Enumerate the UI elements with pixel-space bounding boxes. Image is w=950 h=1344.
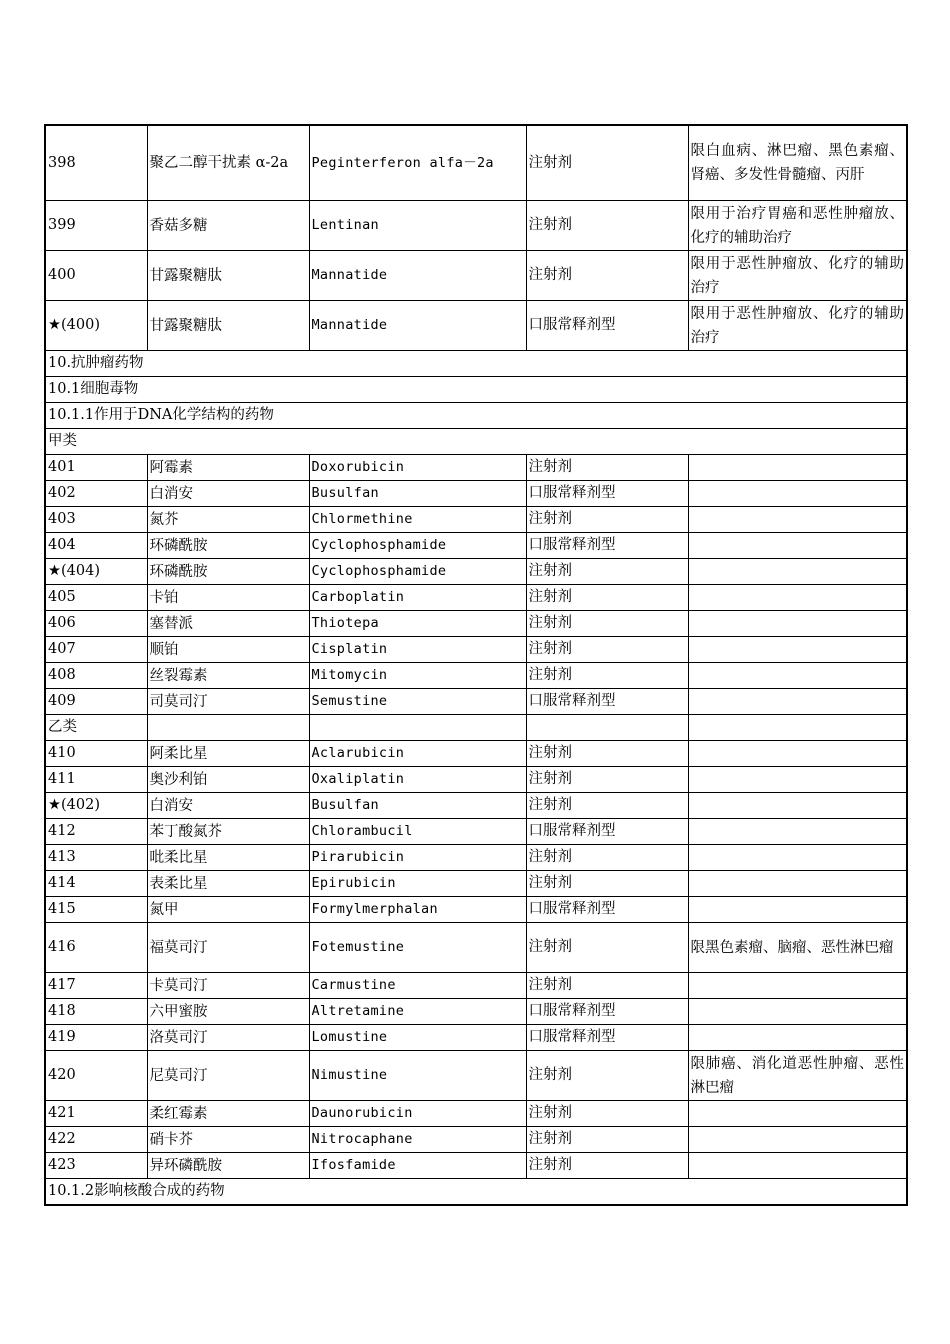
dosage-form-cell: 注射剂 <box>526 201 688 251</box>
chinese-name-cell <box>147 715 309 741</box>
table-row <box>45 689 907 715</box>
row-number-cell: 403 <box>45 507 147 533</box>
chinese-name-cell: 阿霉素 <box>147 455 309 481</box>
english-name-cell: Epirubicin <box>309 871 526 897</box>
english-name-cell: Mannatide <box>309 301 526 351</box>
table-row <box>45 741 907 767</box>
chinese-name-cell: 吡柔比星 <box>147 845 309 871</box>
row-number-cell: 417 <box>45 973 147 999</box>
row-number-cell: 407 <box>45 637 147 663</box>
section-header-row <box>45 351 907 377</box>
dosage-form-cell: 注射剂 <box>526 1127 688 1153</box>
dosage-form-cell: 注射剂 <box>526 1051 688 1101</box>
row-number-cell: 409 <box>45 689 147 715</box>
english-name-cell: Daunorubicin <box>309 1101 526 1127</box>
remark-cell: 限肺癌、消化道恶性肿瘤、恶性淋巴瘤 <box>688 1051 907 1101</box>
row-number-cell: ★(404) <box>45 559 147 585</box>
english-name-cell: Lentinan <box>309 201 526 251</box>
table-row <box>45 897 907 923</box>
table-row <box>45 819 907 845</box>
row-number-cell: 411 <box>45 767 147 793</box>
row-number-cell: 406 <box>45 611 147 637</box>
section-title: 10.1.2影响核酸合成的药物 <box>45 1179 907 1206</box>
remark-cell <box>688 819 907 845</box>
row-number-cell: 413 <box>45 845 147 871</box>
dosage-form-cell: 注射剂 <box>526 455 688 481</box>
chinese-name-cell: 司莫司汀 <box>147 689 309 715</box>
table-row <box>45 507 907 533</box>
chinese-name-cell: 奥沙利铂 <box>147 767 309 793</box>
remark-cell <box>688 533 907 559</box>
row-number-cell: 398 <box>45 125 147 201</box>
english-name-cell: Peginterferon alfa－2a <box>309 125 526 201</box>
english-name-cell: Chlormethine <box>309 507 526 533</box>
english-name-cell: Mitomycin <box>309 663 526 689</box>
row-number-cell: ★(400) <box>45 301 147 351</box>
chinese-name-cell: 福莫司汀 <box>147 923 309 973</box>
chinese-name-cell: 尼莫司汀 <box>147 1051 309 1101</box>
row-number-cell: 418 <box>45 999 147 1025</box>
dosage-form-cell: 口服常释剂型 <box>526 481 688 507</box>
remark-cell <box>688 973 907 999</box>
dosage-form-cell: 口服常释剂型 <box>526 819 688 845</box>
remark-cell: 限黑色素瘤、脑瘤、恶性淋巴瘤 <box>688 923 907 973</box>
table-row <box>45 533 907 559</box>
dosage-form-cell: 注射剂 <box>526 251 688 301</box>
remark-cell <box>688 507 907 533</box>
row-number-cell: 399 <box>45 201 147 251</box>
chinese-name-cell: 柔红霉素 <box>147 1101 309 1127</box>
drug-catalog-table <box>44 124 908 1206</box>
table-row <box>45 125 907 201</box>
row-number-cell: 420 <box>45 1051 147 1101</box>
table-row <box>45 923 907 973</box>
table-row <box>45 455 907 481</box>
table-row <box>45 611 907 637</box>
table-row <box>45 585 907 611</box>
remark-cell <box>688 1025 907 1051</box>
row-number-cell: 419 <box>45 1025 147 1051</box>
chinese-name-cell: 卡铂 <box>147 585 309 611</box>
dosage-form-cell: 注射剂 <box>526 585 688 611</box>
english-name-cell: Pirarubicin <box>309 845 526 871</box>
remark-cell <box>688 871 907 897</box>
chinese-name-cell: 异环磷酰胺 <box>147 1153 309 1179</box>
remark-cell <box>688 1101 907 1127</box>
chinese-name-cell: 卡莫司汀 <box>147 973 309 999</box>
section-title: 10.1.1作用于DNA化学结构的药物 <box>45 403 907 429</box>
chinese-name-cell: 聚乙二醇干扰素 α-2a <box>147 125 309 201</box>
english-name-cell: Nimustine <box>309 1051 526 1101</box>
chinese-name-cell: 环磷酰胺 <box>147 559 309 585</box>
row-number-cell: 404 <box>45 533 147 559</box>
chinese-name-cell: 表柔比星 <box>147 871 309 897</box>
chinese-name-cell: 塞替派 <box>147 611 309 637</box>
chinese-name-cell: 香菇多糖 <box>147 201 309 251</box>
dosage-form-cell: 口服常释剂型 <box>526 533 688 559</box>
english-name-cell: Carboplatin <box>309 585 526 611</box>
table-row <box>45 767 907 793</box>
english-name-cell: Semustine <box>309 689 526 715</box>
remark-cell <box>688 481 907 507</box>
dosage-form-cell: 注射剂 <box>526 1101 688 1127</box>
english-name-cell: Doxorubicin <box>309 455 526 481</box>
english-name-cell: Formylmerphalan <box>309 897 526 923</box>
table-body <box>45 125 907 1205</box>
remark-cell <box>688 455 907 481</box>
dosage-form-cell: 注射剂 <box>526 1153 688 1179</box>
remark-cell <box>688 715 907 741</box>
english-name-cell: Thiotepa <box>309 611 526 637</box>
chinese-name-cell: 环磷酰胺 <box>147 533 309 559</box>
english-name-cell: Lomustine <box>309 1025 526 1051</box>
section-header-row <box>45 429 907 455</box>
english-name-cell: Busulfan <box>309 793 526 819</box>
remark-cell: 限用于恶性肿瘤放、化疗的辅助治疗 <box>688 301 907 351</box>
english-name-cell: Altretamine <box>309 999 526 1025</box>
dosage-form-cell: 注射剂 <box>526 973 688 999</box>
chinese-name-cell: 六甲蜜胺 <box>147 999 309 1025</box>
chinese-name-cell: 甘露聚糖肽 <box>147 251 309 301</box>
table-row <box>45 481 907 507</box>
table-row <box>45 559 907 585</box>
table-row <box>45 973 907 999</box>
dosage-form-cell: 口服常释剂型 <box>526 999 688 1025</box>
dosage-form-cell: 口服常释剂型 <box>526 897 688 923</box>
row-number-cell: 410 <box>45 741 147 767</box>
table-row <box>45 871 907 897</box>
section-title: 10.抗肿瘤药物 <box>45 351 907 377</box>
english-name-cell: Busulfan <box>309 481 526 507</box>
english-name-cell: Cisplatin <box>309 637 526 663</box>
english-name-cell: Cyclophosphamide <box>309 559 526 585</box>
dosage-form-cell: 口服常释剂型 <box>526 689 688 715</box>
dosage-form-cell: 注射剂 <box>526 793 688 819</box>
table-row <box>45 1153 907 1179</box>
remark-cell <box>688 999 907 1025</box>
english-name-cell: Carmustine <box>309 973 526 999</box>
table-row <box>45 301 907 351</box>
dosage-form-cell: 注射剂 <box>526 663 688 689</box>
dosage-form-cell: 注射剂 <box>526 871 688 897</box>
dosage-form-cell: 注射剂 <box>526 559 688 585</box>
row-number-cell: 412 <box>45 819 147 845</box>
remark-cell <box>688 559 907 585</box>
table-row <box>45 1051 907 1101</box>
dosage-form-cell: 注射剂 <box>526 507 688 533</box>
chinese-name-cell: 苯丁酸氮芥 <box>147 819 309 845</box>
dosage-form-cell: 注射剂 <box>526 923 688 973</box>
remark-cell: 限用于恶性肿瘤放、化疗的辅助治疗 <box>688 251 907 301</box>
row-number-cell: 408 <box>45 663 147 689</box>
chinese-name-cell: 氮甲 <box>147 897 309 923</box>
english-name-cell: Nitrocaphane <box>309 1127 526 1153</box>
chinese-name-cell: 氮芥 <box>147 507 309 533</box>
row-number-cell: 乙类 <box>45 715 147 741</box>
row-number-cell: 414 <box>45 871 147 897</box>
chinese-name-cell: 白消安 <box>147 481 309 507</box>
dosage-form-cell: 注射剂 <box>526 125 688 201</box>
row-number-cell: 422 <box>45 1127 147 1153</box>
dosage-form-cell: 注射剂 <box>526 845 688 871</box>
row-number-cell: ★(402) <box>45 793 147 819</box>
section-header-row <box>45 377 907 403</box>
chinese-name-cell: 顺铂 <box>147 637 309 663</box>
row-number-cell: 421 <box>45 1101 147 1127</box>
remark-cell <box>688 689 907 715</box>
english-name-cell: Cyclophosphamide <box>309 533 526 559</box>
table-row <box>45 793 907 819</box>
dosage-form-cell: 注射剂 <box>526 637 688 663</box>
table-row <box>45 1025 907 1051</box>
row-number-cell: 415 <box>45 897 147 923</box>
english-name-cell: Ifosfamide <box>309 1153 526 1179</box>
remark-cell <box>688 741 907 767</box>
table-row <box>45 1101 907 1127</box>
table-row <box>45 201 907 251</box>
remark-cell <box>688 1127 907 1153</box>
english-name-cell: Oxaliplatin <box>309 767 526 793</box>
remark-cell: 限白血病、淋巴瘤、黑色素瘤、肾癌、多发性骨髓瘤、丙肝 <box>688 125 907 201</box>
table-row <box>45 715 907 741</box>
dosage-form-cell: 注射剂 <box>526 611 688 637</box>
section-title: 10.1细胞毒物 <box>45 377 907 403</box>
chinese-name-cell: 洛莫司汀 <box>147 1025 309 1051</box>
remark-cell: 限用于治疗胃癌和恶性肿瘤放、化疗的辅助治疗 <box>688 201 907 251</box>
remark-cell <box>688 663 907 689</box>
row-number-cell: 405 <box>45 585 147 611</box>
remark-cell <box>688 1153 907 1179</box>
remark-cell <box>688 793 907 819</box>
english-name-cell: Fotemustine <box>309 923 526 973</box>
table-row <box>45 637 907 663</box>
english-name-cell: Chlorambucil <box>309 819 526 845</box>
section-header-row <box>45 1179 907 1206</box>
remark-cell <box>688 767 907 793</box>
chinese-name-cell: 阿柔比星 <box>147 741 309 767</box>
dosage-form-cell: 口服常释剂型 <box>526 1025 688 1051</box>
row-number-cell: 400 <box>45 251 147 301</box>
row-number-cell: 402 <box>45 481 147 507</box>
row-number-cell: 416 <box>45 923 147 973</box>
chinese-name-cell: 丝裂霉素 <box>147 663 309 689</box>
table-row <box>45 999 907 1025</box>
chinese-name-cell: 硝卡芥 <box>147 1127 309 1153</box>
table-row <box>45 251 907 301</box>
remark-cell <box>688 611 907 637</box>
table-row <box>45 663 907 689</box>
table-row <box>45 845 907 871</box>
section-header-row <box>45 403 907 429</box>
row-number-cell: 423 <box>45 1153 147 1179</box>
chinese-name-cell: 白消安 <box>147 793 309 819</box>
row-number-cell: 401 <box>45 455 147 481</box>
dosage-form-cell: 注射剂 <box>526 741 688 767</box>
section-title: 甲类 <box>45 429 907 455</box>
english-name-cell: Mannatide <box>309 251 526 301</box>
english-name-cell: Aclarubicin <box>309 741 526 767</box>
remark-cell <box>688 585 907 611</box>
english-name-cell <box>309 715 526 741</box>
dosage-form-cell: 口服常释剂型 <box>526 301 688 351</box>
remark-cell <box>688 845 907 871</box>
table-row <box>45 1127 907 1153</box>
dosage-form-cell <box>526 715 688 741</box>
dosage-form-cell: 注射剂 <box>526 767 688 793</box>
remark-cell <box>688 637 907 663</box>
chinese-name-cell: 甘露聚糖肽 <box>147 301 309 351</box>
remark-cell <box>688 897 907 923</box>
